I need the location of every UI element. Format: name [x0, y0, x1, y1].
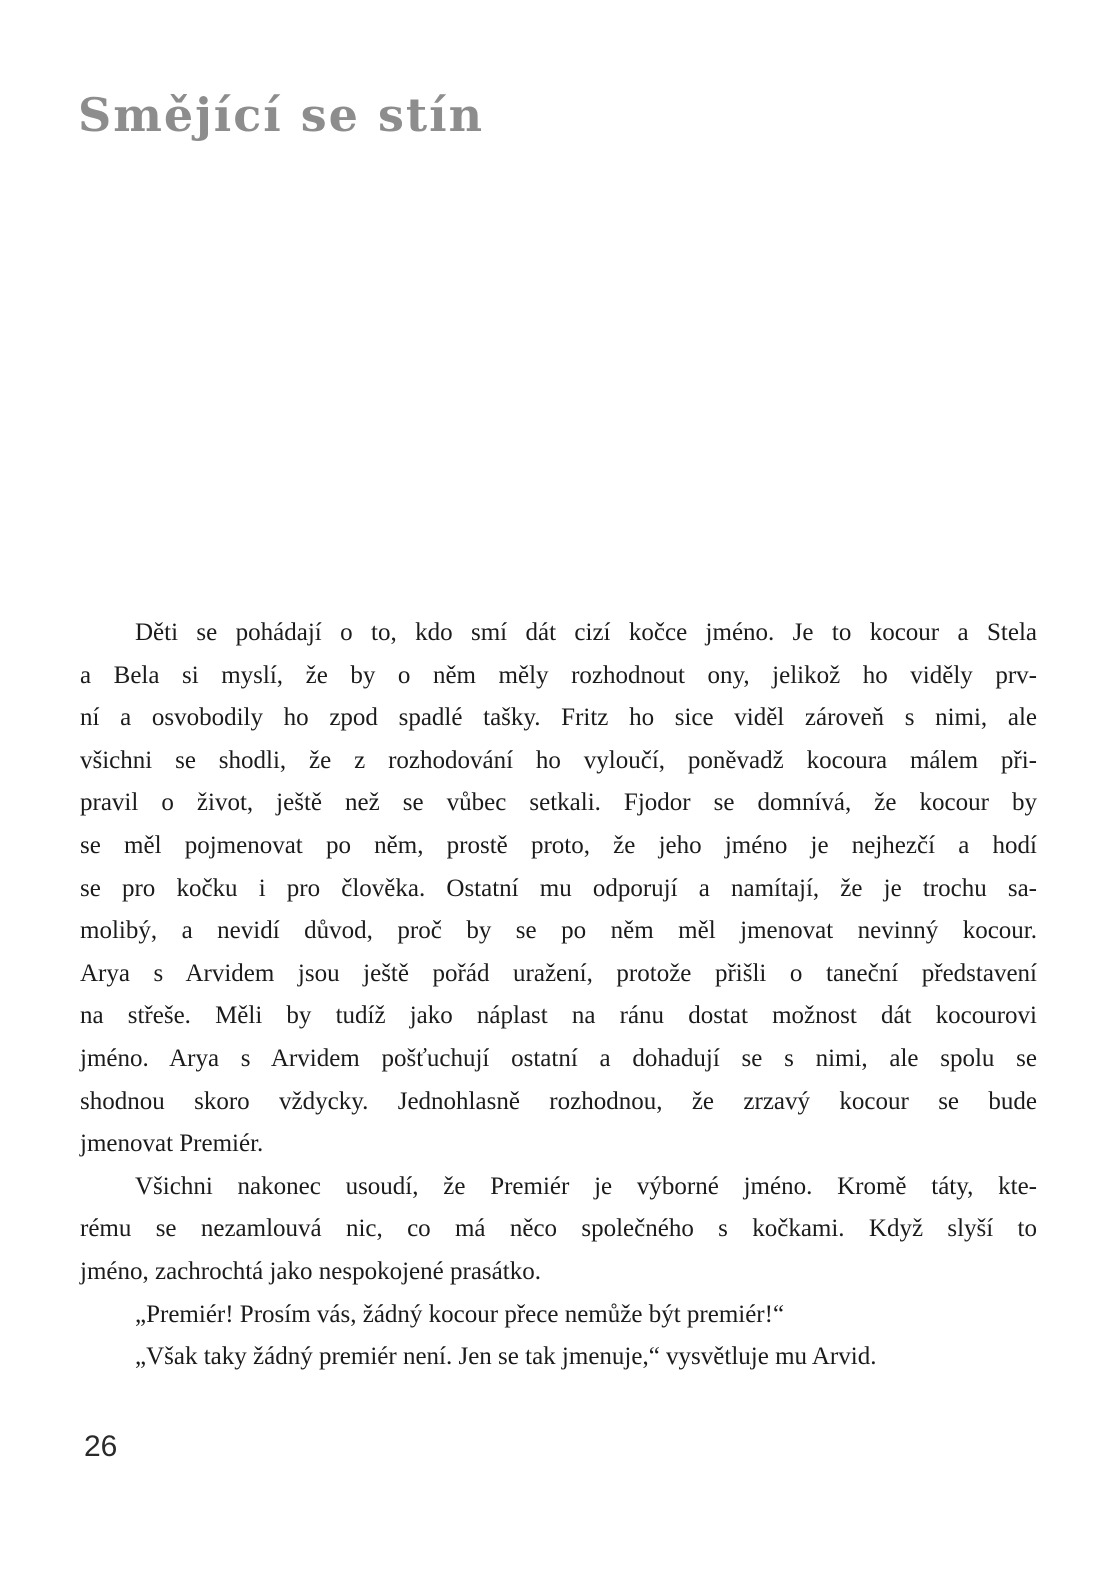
text-line: molibý, a nevidí důvod, proč by se po něm měl jmenovat nevinný kocour.: [80, 917, 1037, 945]
text-line: rému se nezamlouvá nic, co má něco společného s kočkami. Když slyší to: [80, 1215, 1037, 1243]
text-line: jmenovat Premiér.: [80, 1130, 264, 1158]
text-line: se pro kočku i pro člověka. Ostatní mu odporují a namítají, že je trochu sa-: [80, 874, 1037, 902]
paragraph: [80, 612, 1037, 1166]
text-line: pravil o život, ještě než se vůbec setkali. Fjodor se domnívá, že kocour by: [80, 789, 1037, 817]
text-line: jméno, zachrochtá jako nespokojené prasátko.: [80, 1257, 541, 1285]
text-line: shodnou skoro vždycky. Jednohlasně rozhodnou, že zrzavý kocour se bude: [80, 1087, 1037, 1115]
text-line: a Bela si myslí, že by o něm měly rozhodnout ony, jelikož ho viděly prv-: [80, 661, 1037, 689]
chapter-title: Smějící se stín: [78, 88, 485, 142]
page-number: 26: [84, 1430, 118, 1463]
text-line: „Však taky žádný premiér není. Jen se tak jmenuje,“ vysvětluje mu Arvid.: [135, 1343, 877, 1371]
text-line: ní a osvobodily ho zpod spadlé tašky. Fritz ho sice viděl zároveň s nimi, ale: [80, 704, 1037, 732]
paragraph: [80, 1294, 1037, 1337]
text-line: Arya s Arvidem jsou ještě pořád uražení, protože přišli o taneční představení: [80, 959, 1037, 987]
text-line: Děti se pohádají o to, kdo smí dát cizí kočce jméno. Je to kocour a Stela: [135, 619, 1037, 646]
text-line: jméno. Arya s Arvidem pošťuchují ostatní a dohadují se s nimi, ale spolu se: [80, 1044, 1037, 1072]
paragraph: [80, 1166, 1037, 1294]
text-line: Všichni nakonec usoudí, že Premiér je výborné jméno. Kromě táty, kte-: [135, 1172, 1037, 1200]
paragraph: [80, 1336, 1037, 1379]
text-line: na střeše. Měli by tudíž jako náplast na ránu dostat možnost dát kocourovi: [80, 1002, 1037, 1030]
text-line: všichni se shodli, že z rozhodování ho vyloučí, poněvadž kocoura málem při-: [80, 746, 1037, 774]
text-line: se měl pojmenovat po něm, prostě proto, že jeho jméno je nejhezčí a hodí: [80, 831, 1037, 859]
text-line: „Premiér! Prosím vás, žádný kocour přece nemůže být premiér!“: [135, 1300, 785, 1328]
body-text: [80, 612, 1037, 1379]
